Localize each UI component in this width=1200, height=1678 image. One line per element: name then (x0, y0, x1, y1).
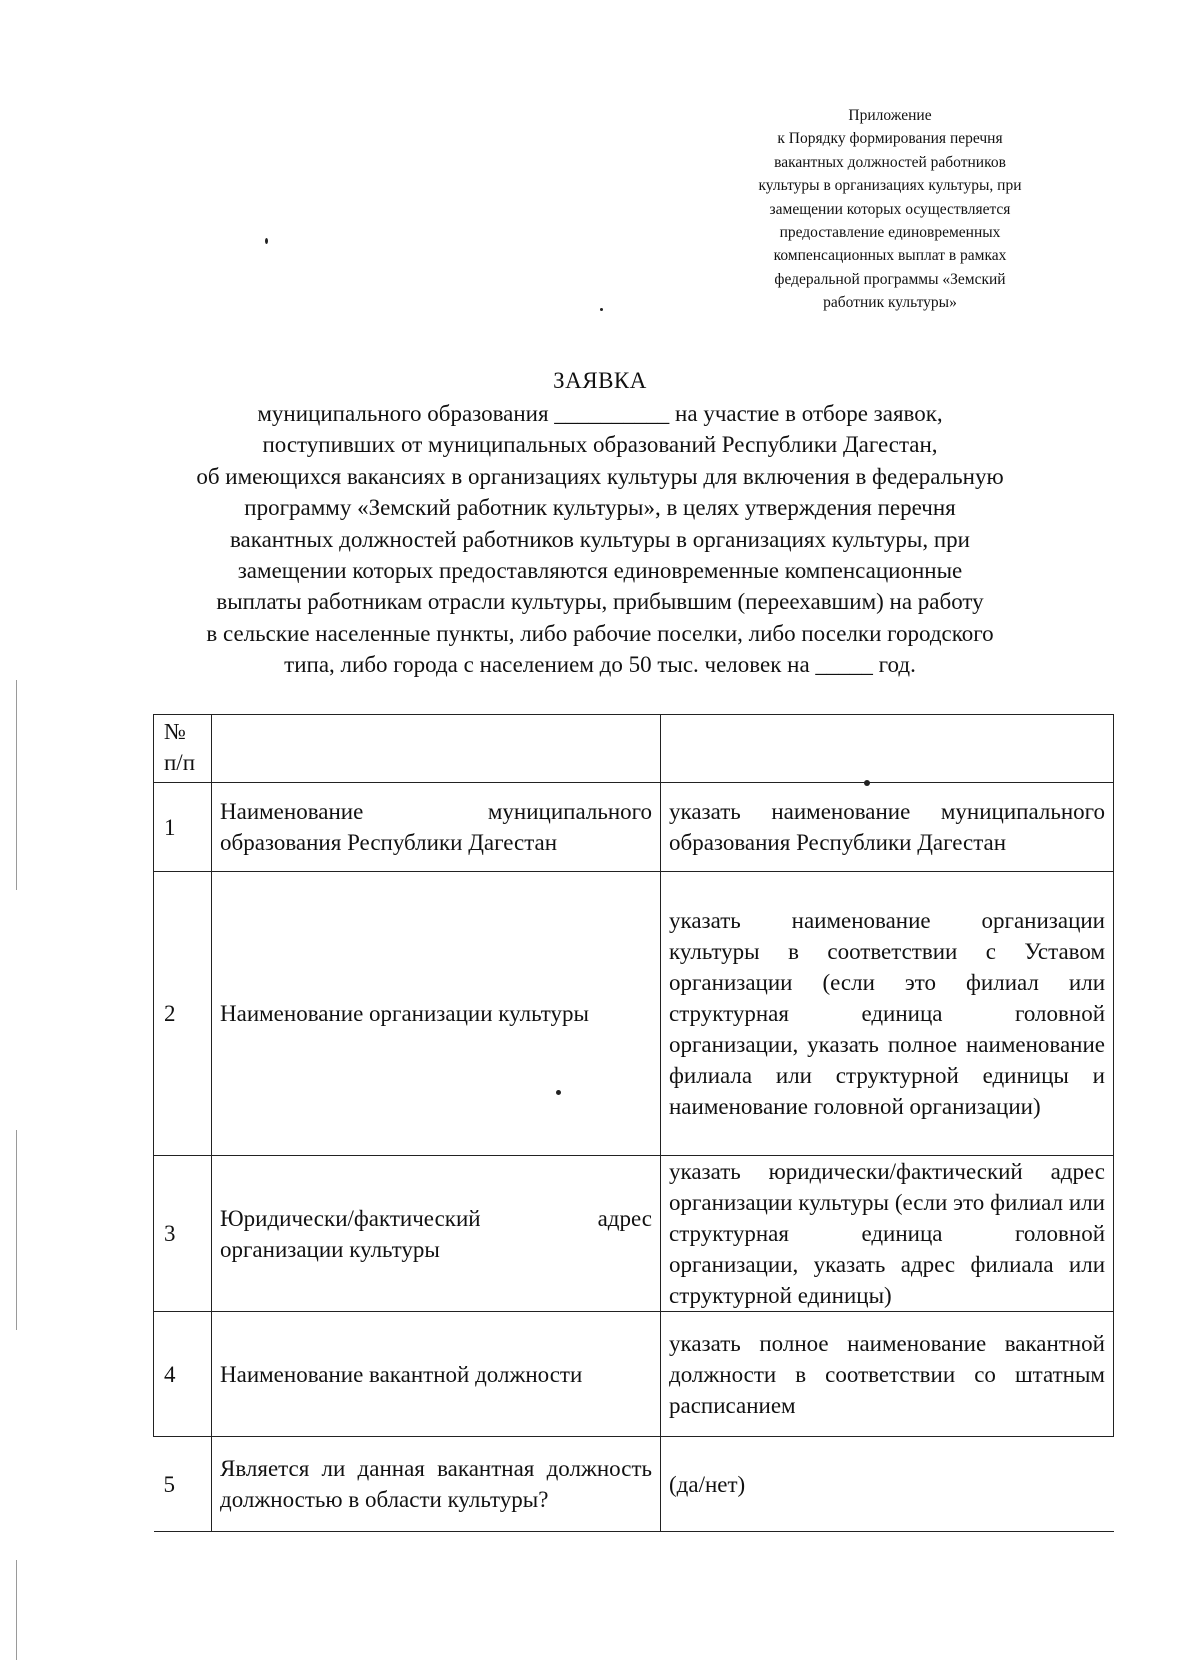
row-field-label: Наименование муниципального образования Республики Дагестан (212, 783, 661, 872)
row-field-label: Является ли данная вакантная должность должностью в области культуры? (212, 1437, 661, 1532)
row-field-label: Юридически/фактический адрес организации культуры (212, 1156, 661, 1312)
table-row (154, 1437, 1114, 1532)
scan-margin-line (16, 680, 17, 890)
row-number: 3 (154, 1156, 212, 1312)
row-number: 5 (154, 1437, 212, 1532)
table-row (154, 1156, 1114, 1312)
header-field-cell (212, 715, 661, 783)
row-field-label: Наименование организации культуры (212, 872, 661, 1156)
row-number: 1 (154, 783, 212, 872)
subtitle-line: выплаты работникам отрасли культуры, прибывшим (переехавшим) на работу (216, 589, 984, 615)
row-instruction[interactable]: указать полное наименование вакантной должности в соответствии со штатным расписанием (661, 1312, 1114, 1437)
document-subtitle (100, 398, 1100, 681)
table-row (154, 1312, 1114, 1437)
document-title: ЗАЯВКА (553, 368, 647, 393)
header-value-cell (661, 715, 1114, 783)
appendix-line: компенсационных выплат в рамках (773, 247, 1007, 265)
row-instruction[interactable]: (да/нет) (661, 1437, 1114, 1532)
appendix-line: Приложение (848, 107, 932, 124)
appendix-line: работник культуры» (823, 294, 957, 312)
table-header-row (154, 715, 1114, 783)
table-row (154, 783, 1114, 872)
header-num-symbol: № (164, 719, 186, 744)
row-field-label: Наименование вакантной должности (212, 1312, 661, 1437)
row-instruction[interactable]: указать наименование муниципального образования Республики Дагестан (661, 783, 1114, 872)
scan-speck (600, 308, 603, 311)
application-table (153, 714, 1114, 1532)
appendix-line: культуры в организациях культуры, при (758, 177, 1022, 195)
subtitle-line: в сельские населенные пункты, либо рабочие поселки, либо поселки городского (206, 620, 994, 646)
scan-margin-line (16, 1130, 17, 1330)
appendix-line: вакантных должностей работников (774, 153, 1006, 171)
table-row (154, 872, 1114, 1156)
subtitle-line: программу «Земский работник культуры», в целях утверждения перечня (244, 495, 956, 521)
subtitle-line: вакантных должностей работников культуры в организациях культуры, при (230, 526, 970, 552)
row-number: 2 (154, 872, 212, 1156)
appendix-line: замещении которых осуществляется (769, 200, 1011, 218)
appendix-line: предоставление единовременных (779, 224, 1001, 242)
row-number: 4 (154, 1312, 212, 1437)
appendix-note (720, 104, 1060, 315)
subtitle-line: типа, либо города с населением до 50 тыс. человек на _____ год. (284, 652, 916, 678)
header-num-label: п/п (164, 750, 196, 775)
scan-margin-line (16, 1560, 17, 1660)
subtitle-line: поступивших от муниципальных образований Республики Дагестан, (262, 432, 938, 458)
row-instruction[interactable]: указать юридически/фактический адрес организации культуры (если это филиал или структурная единица головной организации, указать адрес филиала или структурной единицы) (661, 1156, 1114, 1312)
subtitle-line: муниципального образования __________ на участие в отборе заявок, (257, 401, 943, 426)
row-instruction[interactable]: указать наименование организации культуры в соответствии с Уставом организации (если это филиал или структурная единица головной организации, указать полное наименование филиала или структурной единицы и наименование головной организации) (661, 872, 1114, 1156)
appendix-line: федеральной программы «Земский (774, 270, 1006, 288)
subtitle-line: об имеющихся вакансиях в организациях культуры для включения в федеральную (196, 463, 1004, 489)
subtitle-line: замещении которых предоставляются единовременные компенсационные (237, 558, 963, 584)
header-num-cell (154, 715, 212, 783)
appendix-line: к Порядку формирования перечня (777, 130, 1003, 148)
scan-speck (265, 238, 268, 244)
